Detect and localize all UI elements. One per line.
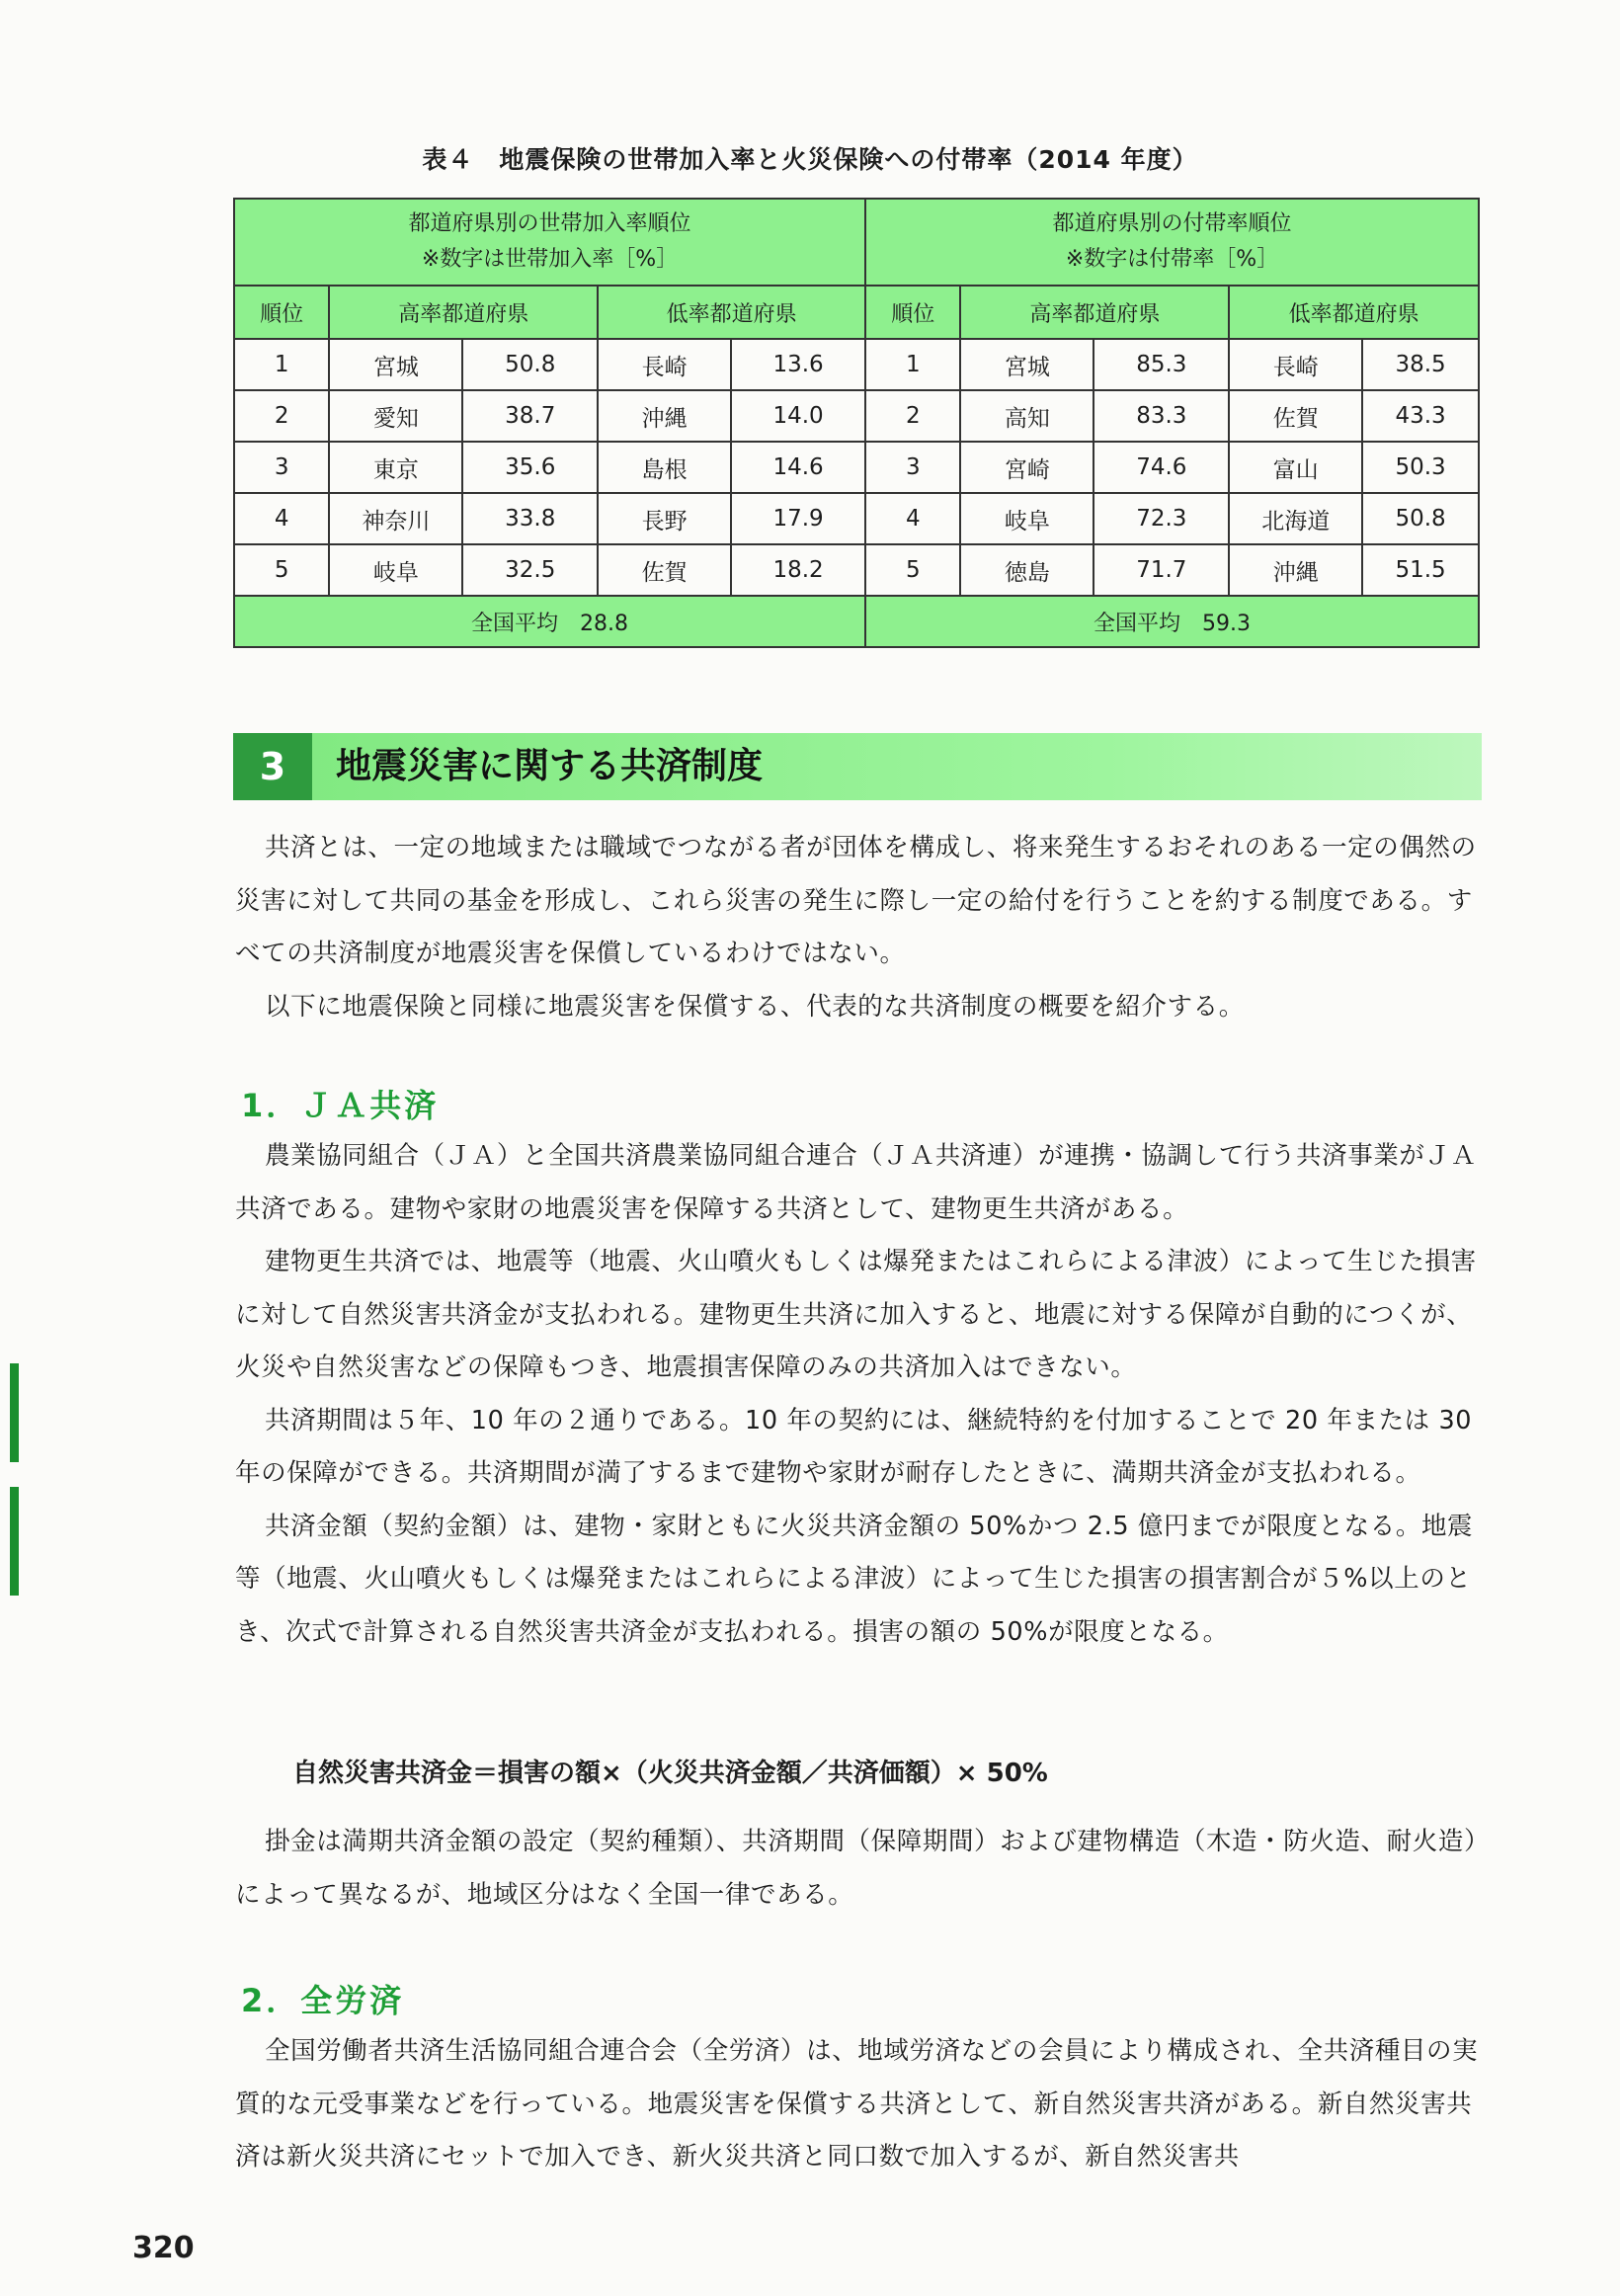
section-number: 3 bbox=[233, 733, 312, 800]
ja-after-formula bbox=[235, 1816, 1484, 1922]
paragraph: 以下に地震保険と同様に地震災害を保償する、代表的な共済制度の概要を紹介する。 bbox=[265, 991, 1245, 1022]
page-number: 320 bbox=[132, 2231, 195, 2265]
ja-heading: 1．ＪＡ共済 bbox=[241, 1087, 440, 1124]
paragraph: 共済期間は５年、10 年の２通りである。10 年の契約には、継続特約を付加することで 20 年または 30 年の保障ができる。共済期間が満了するまで建物や家財が耐存したときに、満期共済金が支払われる。 bbox=[235, 1405, 1473, 1488]
right-table-header: 都道府県別の付帯率順位 ※数字は付帯率［%］ bbox=[865, 199, 1479, 286]
margin-bar bbox=[10, 1487, 19, 1596]
col-high-right: 高率都道府県 bbox=[960, 286, 1229, 339]
paragraph: 農業協同組合（ＪＡ）と全国共済農業協同組合連合（ＪＡ共済連）が連携・協調して行う共済事業がＪＡ共済である。建物や家財の地震災害を保障する共済として、建物更生共済がある。 bbox=[235, 1141, 1477, 1224]
zenrosai-text bbox=[235, 2025, 1484, 2184]
paragraph: 全国労働者共済生活協同組合連合会（全労済）は、地域労済などの会員により構成され、全共済種目の実質的な元受事業などを行っている。地震災害を保償する共済として、新自然災害共済がある。新自然災害共済は新火災共済にセットで加入でき、新火災共済と同口数で加入するが、新自然災害共 bbox=[235, 2036, 1479, 2172]
paragraph: 掛金は満期共済金額の設定（契約種類）、共済期間（保障期間）および建物構造（木造・防火造、耐火造）によって異なるが、地域区分はなく全国一律である。 bbox=[235, 1827, 1478, 1910]
table-caption: 表４ 地震保険の世帯加入率と火災保険への付帯率（2014 年度） bbox=[422, 145, 1198, 174]
table-row: 4 神奈川 33.8 長野 17.9 4 岐阜 72.3 北海道 50.8 bbox=[234, 493, 1479, 544]
paragraph: 共済とは、一定の地域または職域でつながる者が団体を構成し、将来発生するおそれのある一定の偶然の災害に対して共同の基金を形成し、これら災害の発生に際し一定の給付を行うことを約する制度である。すべての共済制度が地震災害を保償しているわけではない。 bbox=[235, 833, 1477, 968]
col-low-left: 低率都道府県 bbox=[598, 286, 865, 339]
col-rank-right: 順位 bbox=[865, 286, 960, 339]
table-row: 1 宮城 50.8 長崎 13.6 1 宮城 85.3 長崎 38.5 bbox=[234, 339, 1479, 390]
section-heading bbox=[233, 733, 1482, 800]
ja-text bbox=[235, 1130, 1484, 1659]
col-low-right: 低率都道府県 bbox=[1229, 286, 1479, 339]
table-row: 3 東京 35.6 島根 14.6 3 宮崎 74.6 富山 50.3 bbox=[234, 442, 1479, 493]
paragraph: 建物更生共済では、地震等（地震、火山噴火もしくは爆発またはこれらによる津波）によって生じた損害に対して自然災害共済金が支払われる。建物更生共済に加入すると、地震に対する保障が自動的につくが、火災や自然災害などの保障もつき、地震損害保障のみの共済加入はできない。 bbox=[235, 1247, 1477, 1382]
col-high-left: 高率都道府県 bbox=[329, 286, 598, 339]
left-table-header: 都道府県別の世帯加入率順位 ※数字は世帯加入率［%］ bbox=[234, 199, 865, 286]
right-national-average: 全国平均 59.3 bbox=[865, 596, 1479, 647]
zenrosai-heading: 2．全労済 bbox=[241, 1982, 405, 2019]
col-rank-left: 順位 bbox=[234, 286, 329, 339]
paragraph: 共済金額（契約金額）は、建物・家財ともに火災共済金額の 50%かつ 2.5 億円までが限度となる。地震等（地震、火山噴火もしくは爆発またはこれらによる津波）によって生じた損害の損害割合が５%以上のとき、次式で計算される自然災害共済金が支払われる。損害の額の 50%が限度となる。 bbox=[235, 1511, 1474, 1647]
table-row: 2 愛知 38.7 沖縄 14.0 2 高知 83.3 佐賀 43.3 bbox=[234, 390, 1479, 442]
table-row: 5 岐阜 32.5 佐賀 18.2 5 徳島 71.7 沖縄 51.5 bbox=[234, 544, 1479, 596]
earthquake-insurance-table bbox=[233, 198, 1480, 648]
left-national-average: 全国平均 28.8 bbox=[234, 596, 865, 647]
intro-text bbox=[235, 822, 1484, 1033]
formula: 自然災害共済金＝損害の額×（火災共済金額／共済価額）× 50% bbox=[292, 1759, 1048, 1788]
section-title: 地震災害に関する共済制度 bbox=[336, 746, 764, 786]
margin-bar bbox=[10, 1363, 19, 1462]
